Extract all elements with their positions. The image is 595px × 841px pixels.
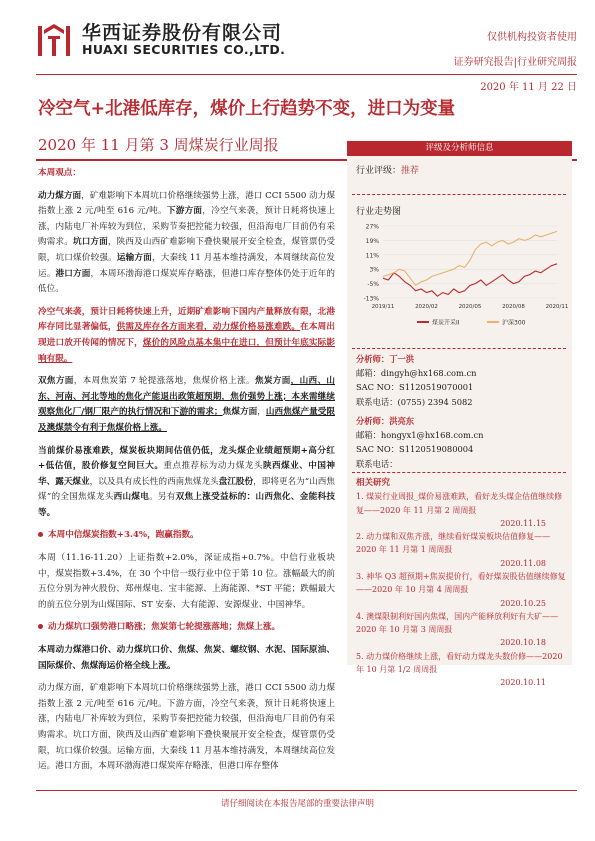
text-run: 当前煤价易涨难跌，煤炭板块期间估值仍低，龙头煤企业绩超预期+高分红+低估值，股价修复空间巨大。 [38, 445, 335, 472]
text-run: ，本周焦炭第 7 轮提涨落地，焦煤价格上涨。 [73, 376, 255, 387]
analyst-2-sac: SAC NO：S1120519080004 [356, 444, 474, 455]
text-run: ，本周环渤海港口煤炭库存略涨，但港口库存整体仍处于近年的低位。 [38, 268, 335, 295]
related-report-date: 2020.11.15 [500, 518, 546, 528]
paragraph-thermal-coal [38, 189, 335, 298]
bullet-dot-icon [38, 624, 43, 629]
report-date: 2020 年 11 月 22 日 [480, 82, 577, 93]
related-report-date: 2020.10.18 [500, 638, 546, 648]
analyst-1-name: 分析师：丁一洪 [356, 354, 415, 364]
report-type: 证券研究报告|行业研究周报 [453, 57, 577, 68]
text-run: 冷空气来袭，预计日耗将快速上升，近期矿难影响下国内产量释放有限，北港库存同比显著偏低， [38, 306, 335, 333]
rating-label: 行业评级： [356, 166, 402, 176]
chart-xtick-label: 2020/02 [415, 304, 438, 310]
bullet-index-text: 本周中信煤炭指数+3.4%，跑赢指数。 [48, 530, 199, 541]
text-run: 在本周出现进口放开传闻的情况下， [38, 322, 335, 348]
analyst-block-2 [356, 414, 566, 471]
related-report-date: 2020.10.25 [500, 598, 546, 608]
chart-ytick-label: 19% [365, 237, 379, 245]
text-run: 坑口方面 [72, 237, 108, 248]
related-report-link[interactable]: 5. 动力煤价格继续上涨，看好动力煤龙头数价修——2020 年 10 月第 1/2 周周报 [356, 651, 563, 675]
text-run: 港口方面 [55, 268, 91, 279]
bullet-prices [38, 620, 335, 636]
chart-ytick-label: 3% [369, 266, 379, 274]
text-run: ，山西、山东、河南、河北等地的焦化产能退出政策超预期，焦价强势上涨； [38, 376, 335, 402]
text-run: 。另有 [149, 492, 176, 503]
related-report-date: 2020.10.11 [500, 678, 546, 688]
analyst-2-phone: 联系电话： [356, 458, 398, 469]
company-logo [36, 22, 72, 58]
industry-trend-chart [347, 218, 572, 338]
trend-chart-title: 行业走势图 [356, 207, 402, 217]
text-run: ， [257, 407, 266, 418]
footer-divider [36, 790, 577, 791]
bullet-index [38, 528, 335, 544]
paragraph-recommendation [38, 444, 335, 522]
related-report-link[interactable]: 2. 动力煤和双焦齐涨，继续看好煤炭板块估值修复——2020 年 11 月第 1 周周报 [356, 532, 551, 555]
header-divider [36, 74, 577, 75]
analyst-2-name: 分析师：洪亮东 [356, 416, 415, 426]
related-report-link[interactable]: 1. 煤炭行业周报_煤价易涨难跌，看好龙头煤企估值继续修复——2020 年 11 月第 2 周周报 [356, 492, 563, 515]
paragraph-prices-summary: 本周动力煤港口价、动力煤坑口价、焦煤、焦炭、螺纹钢、水泥、国际原油、国际煤价、焦煤海运价格全线上涨。 [38, 645, 335, 671]
sidebar-divider [352, 472, 566, 473]
bullet-prices-text: 动力煤坑口强势港口略涨；焦炭第七轮提涨落地；焦煤上涨。 [48, 622, 281, 633]
text-run: 运输方面 [116, 252, 152, 263]
text-run: 山西焦煤产量受限及澳煤禁令有利于焦煤价格上涨。 [38, 407, 335, 433]
related-report-date: 2020.11.08 [500, 558, 546, 568]
sidebar-divider [352, 194, 566, 195]
analyst-1-sac: SAC NO：S1120519070001 [356, 382, 474, 393]
chart-ytick-label: 11% [365, 252, 379, 260]
text-run: 双焦方面 [38, 376, 74, 387]
related-research [356, 476, 566, 690]
text-run: 双焦上涨受益标的：山西焦化、金能科技等。 [38, 492, 335, 518]
text-run: 供需及库存各方面来看，动力煤价格易涨难跌。 [116, 322, 301, 333]
paragraph-market: 本周（11.16-11.20）上证指数+2.0%，深证成指+0.7%。中信行业板块中，煤炭指数+3.4%，在 30 个中信一级行业中位于第 10 位。涨幅最大的前五位分别为神火股份、郑州煤电、宝丰能源、上海能源、*ST 平能；跌幅最大的前五位分别为山煤国际、ST 安泰、大有能源、安源煤业、中国神华。 [38, 553, 335, 610]
sidebar-divider [352, 348, 566, 349]
text-run: 本来需继续观察焦化厂/钢厂限产的执行情况和下游的需求； [38, 391, 335, 418]
analyst-block-1 [356, 352, 566, 409]
related-research-list [356, 490, 566, 689]
text-run: 重点推荐标为动力煤龙头 [163, 461, 263, 472]
main-title: 冷空气+北港低库存，煤价上行趋势不变，进口为变量 [38, 99, 456, 119]
bullet-dot-icon [38, 532, 43, 537]
text-run: ，即将更名为“山西焦煤”的全国焦煤龙头 [38, 476, 335, 503]
company-name-cn: 华西证券股份有限公司 [82, 22, 283, 44]
chart-ytick-label: -13% [363, 295, 379, 303]
chart-series-line [383, 231, 557, 285]
paragraph-thermal-coal-repeat: 动力煤方面，矿难影响下本周坑口价格继续强势上涨，港口 CCI 5500 动力煤指数上涨 2 元/吨至 616 元/吨。下游方面，冷空气来袭，预计日耗将快速上涨，内陆电厂补库较为到位，采购节奏把控能力较强，但沿海电厂目前仍有采购需求。坑口方面，陕西及山西矿难影响下叠快聚展开安全检查，煤管票仍受限，坑口煤价较强。运输方面，大秦线 11 月基本维持满发，本周继续高位发运。港口方面，本周环渤海港口煤炭库存略涨，但港口库存整体 [38, 683, 335, 772]
text-run: 煤价的风险点基本集中在进口，但预计年底实际影响有限。 [38, 337, 335, 364]
sub-title: 2020 年 11 月第 3 周煤炭行业周报 [38, 136, 279, 154]
text-run: ，以及具有成长性的西南焦煤龙头 [89, 476, 219, 487]
chart-series-line [383, 264, 557, 296]
paragraph-outlook [38, 305, 335, 367]
related-research-title: 相关研究 [356, 478, 391, 488]
text-run: 动力煤方面 [38, 190, 82, 201]
legal-disclaimer: 请仔细阅读在本报告尾部的重要法律声明 [220, 799, 374, 809]
chart-xtick-label: 2020/11 [545, 304, 569, 310]
chart-legend-label: 煤炭开采II [432, 319, 460, 327]
analyst-1-phone: 联系电话：(0755) 2394 5082 [356, 396, 473, 407]
analyst-1-email[interactable]: 邮箱：dingyh@hx168.com.cn [356, 368, 477, 379]
analyst-2-email[interactable]: 邮箱：hongyx1@hx168.com.cn [356, 430, 484, 441]
text-run: 盘江股份 [218, 476, 254, 487]
chart-legend-label: 沪深300 [502, 319, 526, 327]
company-name-en: HUAXI SECURITIES CO.,LTD. [82, 42, 286, 57]
chart-xtick-label: 2019/11 [371, 304, 395, 310]
main-body [38, 166, 335, 782]
chart-xtick-label: 2020/08 [502, 304, 525, 310]
institutional-use-note: 仅供机构投资者使用 [487, 32, 577, 43]
related-report-link[interactable]: 3. 神华 Q3 超预期+焦炭提价行，看好煤炭股估值继续修复——2020 年 10 月第 4 周周报 [356, 571, 566, 595]
text-run: ，冷空气来袭，预计日耗将快速上涨，内陆电厂补库较为到位，采购节奏把控能力较强，但沿海电厂目前仍有采购需求。 [38, 206, 335, 248]
view-heading: 本周观点： [38, 168, 81, 178]
text-run: ，陕西及山西矿难影响下叠快聚展开安全检查，煤管票仍受限，坑口煤价较强。 [38, 237, 335, 263]
text-run: 西山煤电 [113, 492, 150, 503]
paragraph-coking [38, 374, 335, 436]
text-run: ，矿难影响下本周坑口价格继续强势上涨，港口 CCI 5500 动力煤指数上涨 2 元/吨至 616 元/吨。 [38, 190, 335, 217]
related-report-link[interactable]: 4. 澳煤限制利好国内焦煤，国内产能释放利好有大矿——2020 年 10 月第 3 周周报 [356, 611, 559, 635]
chart-ytick-label: -5% [367, 281, 379, 289]
rating-value: 推荐 [401, 166, 420, 176]
text-run: 焦煤方面 [222, 407, 258, 418]
text-run: 焦炭方面 [254, 376, 291, 387]
text-run: 下游方面 [166, 206, 203, 217]
text-run: 陕西煤业、中国神华、露天煤业 [38, 461, 335, 487]
chart-ytick-label: 27% [365, 223, 379, 231]
industry-rating [356, 163, 419, 176]
text-run: ，大秦线 11 月基本维持满发，本周继续高位发运。 [38, 252, 335, 279]
chart-xtick-label: 2020/05 [458, 304, 482, 310]
sidebar-header: 评级及分析师信息 [347, 141, 572, 156]
